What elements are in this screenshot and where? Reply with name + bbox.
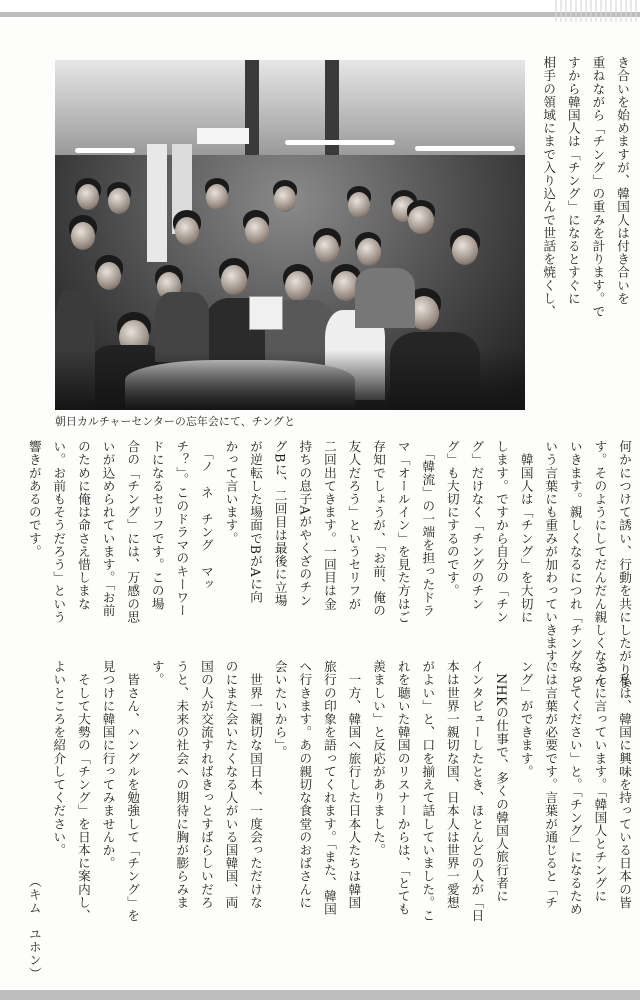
text-line: 皆さん、ハングルを勉強して「チング」を: [125, 660, 141, 922]
text-line: マ「オールイン」を見た方はご: [395, 440, 411, 624]
text-line: 合の「チング」には、万感の思: [125, 440, 141, 624]
text-line: がよい」と、口を揃えて話していました。こ: [420, 660, 436, 922]
bottom-rule: [0, 990, 640, 1000]
text-line: そして大勢の「チング」を日本に案内し、: [75, 660, 91, 922]
text-line: 友人だろう」というセリフが: [346, 440, 362, 611]
text-line: 存知でしょうが、「お前、俺の: [371, 440, 387, 618]
text-line: 韓国人は「チング」を大切に: [518, 440, 534, 624]
article-column-bottom: [26, 660, 636, 980]
text-line: いが込められています。「お前: [100, 440, 116, 618]
text-line: グ」だけなく「チングのチン: [469, 440, 485, 611]
text-line: よいところを紹介してください。: [51, 660, 67, 857]
text-line: かって言います。: [223, 440, 239, 545]
text-line: 重ねながら「チング」の重みを計ります。で: [590, 56, 606, 318]
text-line: 響きがあるのです。: [26, 440, 42, 558]
text-line: のにまた会いたくなる人がいる国韓国、両: [223, 660, 239, 909]
text-line: 羨ましい」と反応がありました。: [371, 660, 387, 857]
text-line: へ行きます。あの親切な食堂のおばさんに: [297, 660, 313, 909]
text-line: 持ちの息子Aがやくざのチン: [297, 440, 313, 607]
text-line: 「韓流」の一端を担ったドラ: [420, 440, 436, 618]
text-line: すから韓国人は「チング」になるとすぐに: [565, 56, 581, 305]
text-line: が逆転した場面でBがAに向: [248, 440, 264, 604]
text-line: さんに言っています。「韓国人とチングに: [592, 660, 608, 903]
text-line: いきます。親しくなるにつれ「チング」と: [567, 440, 583, 689]
text-line: ドになるセリフです。この場: [149, 440, 165, 611]
text-line: 会いたいから」。: [272, 660, 288, 759]
text-line: す。: [149, 660, 165, 687]
text-line: 国の人が交流すればきっとすばらしいだろ: [198, 660, 214, 909]
text-line: い。お前もそうだろう」という: [51, 440, 67, 624]
author-signature: （キム ユホン）: [26, 875, 42, 980]
text-line: うと、未来の社会への期待に胸が膨らみま: [174, 660, 190, 909]
article-column-top: [530, 56, 634, 416]
article-column-middle: [6, 440, 636, 689]
text-line: 旅行の印象を語ってくれます。「また、韓国: [321, 660, 337, 916]
text-line: 見つけに韓国に行ってみませんか。: [100, 660, 116, 870]
text-line: 「ノ ネ チング マッ: [198, 440, 214, 591]
text-line: 本は世界一親切な国、日本人は世界一愛想: [444, 660, 460, 909]
text-line: します。ですから自分の「チン: [494, 440, 510, 624]
text-line: 一方、韓国へ旅行した日本人たちは韓国: [346, 660, 362, 909]
photo-plaque: [249, 296, 283, 330]
text-line: ング」ができます。: [518, 660, 534, 778]
text-line: グBに、二回目は最後に立場: [272, 440, 288, 607]
text-line: 何かにつけて誘い、行動を共にしたがりま: [617, 440, 632, 689]
text-line: には言葉が必要です。言葉が通じると「チ: [543, 660, 559, 909]
text-line: 世界一親切な国日本、一度会っただけな: [248, 660, 264, 909]
text-line: チ？」。このドラマのキーワー: [174, 440, 190, 618]
text-line: NHKの仕事で、多くの韓国人旅行者に: [494, 660, 510, 903]
text-line: き合いを始めますが、韓国人は付き合いを: [615, 56, 630, 305]
text-line: れを聴いた韓国のリスナーからは、「とても: [395, 660, 411, 916]
text-line: のために俺は命さえ惜しまな: [75, 440, 91, 611]
text-line: 二回出てきます。一回目は金: [321, 440, 337, 611]
text-line: なってください」と。「チング」になるため: [567, 660, 583, 916]
event-photo: [55, 60, 525, 410]
text-line: 私は、韓国に興味を持っている日本の皆: [617, 660, 632, 909]
text-line: インタビューしたとき、ほとんどの人が「日: [469, 660, 485, 922]
photo-caption: 朝日カルチャーセンターの忘年会にて、チングと: [55, 415, 296, 428]
text-line: いう言葉にも重みが加わっていきます。: [543, 440, 559, 676]
text-line: す。そのようにしてだんだん親しくなって: [592, 440, 608, 689]
text-line: 相手の領域にまで入り込んで世話を焼くし、: [541, 56, 557, 318]
top-rule: [0, 0, 640, 22]
photo-sign: [197, 128, 249, 144]
photo-banner: [147, 144, 167, 262]
text-line: グ」も大切にするのです。: [444, 440, 460, 598]
